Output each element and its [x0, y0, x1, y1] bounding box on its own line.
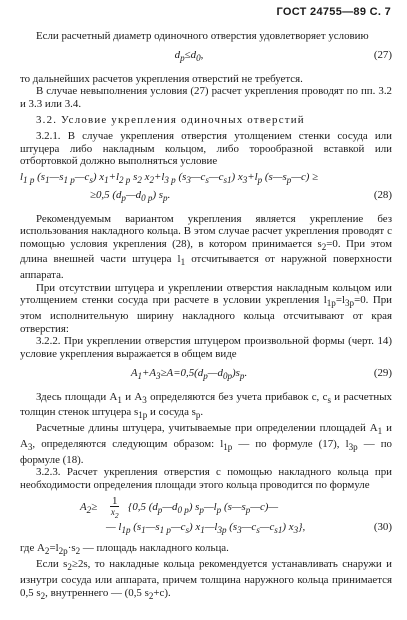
formula-30-line-2	[20, 521, 392, 537]
formula-28-line-2: ≥0,5 $(d_p—d_{0 p})$ $s_p$.	[90, 188, 171, 203]
formula-29-expression: $A_1+A_3\ge A=0,5(d_p—d_{0p})s_p$.	[130, 366, 248, 381]
formula-28-line-1: $l_{1 p}$ $(s_1—s_{1 p}—c_s)$ $x_1+l_{2 p}$ $s_2$ $x_2+l_{3 p}$ $(s_3—c_s—c_{s1})$ $x_3+l_p$ $(s—s_p—c)$ ≥	[20, 170, 319, 185]
paragraph-otherwise: В случае невыполнения условия (27) расчет укрепления проводят по пп. 3.2 и 3.3 или 3.4.	[20, 85, 392, 110]
document-body	[20, 30, 392, 602]
paragraph-condition-intro: Если расчетный диаметр одиночного отверстия удовлетворяет условию	[36, 30, 369, 42]
paragraph-3-2-2: 3.2.2. При укреплении отверстия штуцером произвольной формы (черт. 14) условие укрепления выражается в общем виде	[20, 335, 392, 360]
formula-30-number: (30)	[373, 521, 392, 534]
formula-30-rhs-2: — $l_{1p}$ $(s_1—s_{1 p}—c_s)$ $x_1—l_{3p}$ $(s_3—c_s—c_{s1})$ $x_3$},	[106, 521, 306, 536]
formula-30-rhs-1: {0,5 $(d_p—d_{0 p})$ $s_p—l_p$ $(s—s_p—c)—$	[128, 501, 279, 516]
formula-30-line-1	[20, 497, 392, 519]
formula-27-expression: $d_p\le d_0$,	[174, 48, 204, 63]
formula-28	[20, 189, 392, 207]
paragraph-no-nozzle: При отсутствии штуцера и укреплении отверстия накладным кольцом или утолщением стенки сосуда при расчете в условии укрепления $l_{1p}=l_{3p}=0$. При этом исполнительную ширину накладного кольца отсчитывают от края отверстия:	[20, 281, 393, 335]
formula-27	[20, 49, 392, 67]
formula-30-lhs: $A_2\ge$	[80, 501, 98, 516]
paragraph-rings: Если $s_2\ge 2s$, то накладные кольца рекомендуется устанавливать снаружи и изнутри сосуда или аппарата, причем толщина наружного кольца принимается 0,5 $s_2$, внутреннего — (0,5 $s_2+c$).	[20, 558, 392, 601]
paragraph-recommended: Рекомендуемым вариантом укрепления является укрепление без использования накладного кольца. В этом случае расчет укрепления проводят с помощью условия укрепления (28), в котором принимается $s_2=0$. При этом длина внешней части штуцера $l_1$ отсчитывается от наружной поверхности аппарата.	[20, 212, 392, 282]
formula-30-fraction-denominator: $x_2$	[110, 507, 119, 521]
formula-29	[20, 367, 392, 385]
paragraph-no-calc: то дальнейших расчетов укрепления отверстий не требуется.	[20, 72, 303, 85]
formula-29-number: (29)	[373, 366, 392, 379]
paragraph-3-2-3: 3.2.3. Расчет укрепления отверстия с помощью накладного кольца при необходимости определения площади этого кольца проводится по формуле	[20, 466, 392, 491]
formula-28-number: (28)	[373, 188, 392, 201]
section-3-2-title: 3.2. Условие укрепления одиночных отверстий	[36, 114, 305, 127]
formula-30-fraction	[110, 496, 119, 521]
paragraph-lengths: Расчетные длины штуцера, учитываемые при определении площадей $A_1$ и $A_3$, определяются следующим образом: $l_{1p}$ — по формуле (17), $l_{3p}$ — по формуле (18).	[20, 422, 392, 466]
page-header: ГОСТ 24755—89 С. 7	[276, 6, 391, 18]
formula-30-fraction-numerator: 1	[112, 495, 118, 508]
paragraph-areas: Здесь площади $A_1$ и $A_3$ определяются без учета прибавок c, $c_s$ и расчетных толщин стенок штуцера $s_{1p}$ и сосуда $s_p$.	[20, 390, 392, 421]
paragraph-3-2-1: 3.2.1. В случае укрепления отверстия утолщением стенки сосуда или штуцера либо накладным кольцом, либо торообразной вставкой или отбортовкой должно выполняться условие	[20, 129, 392, 168]
paragraph-where: где $A_2=l_{2p}\cdot s_2$ — площадь накладного кольца.	[20, 542, 229, 557]
formula-27-number: (27)	[373, 48, 392, 61]
